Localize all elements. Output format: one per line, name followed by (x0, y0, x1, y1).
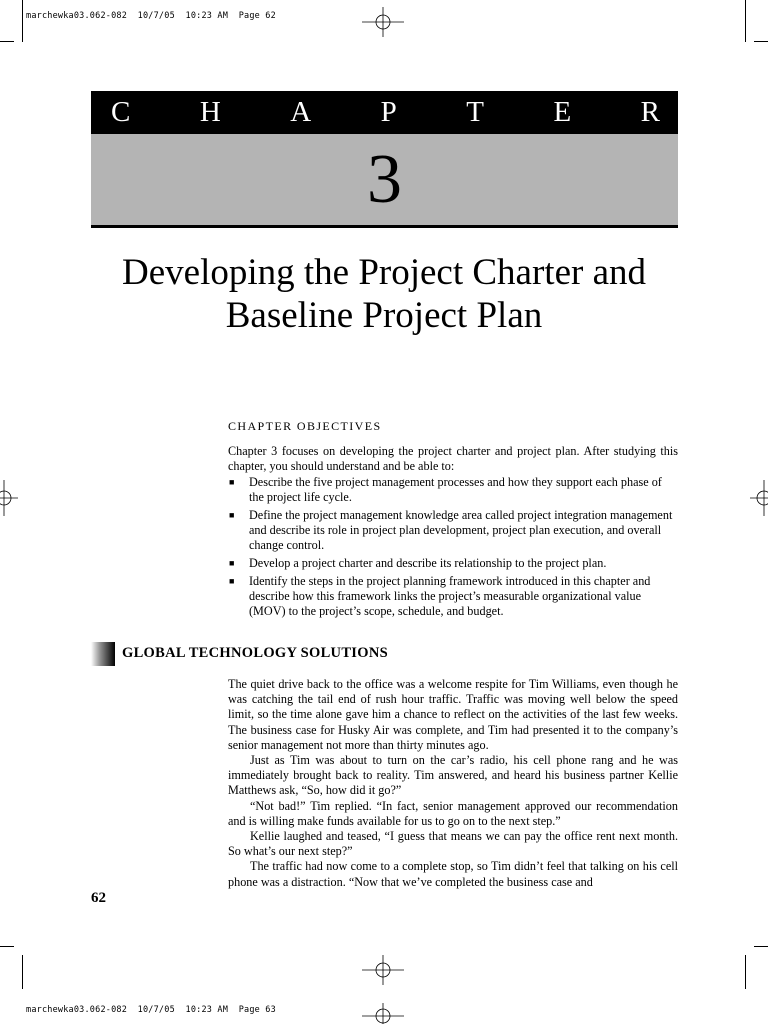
objectives-intro: Chapter 3 focuses on developing the project charter and project plan. After studying this chapter, you should understand and be able to: (228, 444, 678, 474)
chapter-letter: C (111, 96, 131, 128)
paragraph: The traffic had now come to a complete stop, so Tim didn’t feel that talking on his cell phone was a distraction. “Now that we’ve completed the business case and (228, 859, 678, 889)
objectives-list (228, 475, 678, 622)
chapter-number: 3 (367, 140, 402, 218)
paragraph: “Not bad!” Tim replied. “In fact, senior management approved our recommendation and is willing make funds available for us to go on to the next step.” (228, 798, 678, 828)
bullet-square-icon: ■ (229, 509, 235, 520)
bullet-square-icon: ■ (229, 477, 235, 487)
crop-mark (22, 0, 23, 42)
chapter-title-line: Developing the Project Charter and (122, 252, 646, 293)
list-item-text: Define the project management knowledge area called project integration management and describe its role in project plan development, project plan execution, and overall change control. (249, 507, 673, 553)
chapter-letter: H (199, 96, 221, 128)
printer-slug-top: marchewka03.062-082 10/7/05 10:23 AM Page 62 (26, 11, 276, 21)
chapter-title (60, 251, 708, 337)
crop-mark (0, 946, 14, 947)
chapter-banner (91, 91, 678, 134)
crop-mark (745, 0, 746, 42)
registration-mark-bottom-second (362, 1003, 404, 1024)
registration-mark-top (362, 7, 404, 37)
chapter-letter: E (553, 96, 572, 128)
registration-mark-right (750, 480, 768, 516)
section-gradient-icon (91, 642, 115, 666)
chapter-letter: A (290, 96, 312, 128)
chapter-letter: T (466, 96, 484, 128)
registration-mark-left (0, 480, 18, 516)
list-item-text: Develop a project charter and describe its relationship to the project plan. (249, 556, 607, 571)
paragraph: The quiet drive back to the office was a welcome respite for Tim Williams, even though he was catching the tail end of rush hour traffic. Traffic was moving well below the speed limit, so the time alone gave him a chance to reflect on the activities of the last few weeks. The business case for Husky Air was complete, and Tim had presented it to the company’s senior management not more than thirty minutes ago. (228, 677, 678, 752)
paragraph: Just as Tim was about to turn on the car’s radio, his cell phone rang and he was immediately brought back to reality. Tim answered, and heard his business partner Kellie Matthews ask, “So, how did it go?” (228, 753, 678, 798)
section-heading: GLOBAL TECHNOLOGY SOLUTIONS (122, 645, 388, 661)
chapter-title-line: Baseline Project Plan (225, 295, 543, 336)
crop-mark (0, 41, 14, 42)
list-item (228, 475, 678, 505)
registration-mark-bottom (362, 955, 404, 985)
list-item-text: Identify the steps in the project planning framework introduced in this chapter and describe how this framework links the project’s measurable organizational value (MOV) to the project’s scope, schedule, and budget. (249, 573, 651, 619)
section-body (228, 677, 678, 890)
objectives-heading: CHAPTER OBJECTIVES (228, 419, 382, 433)
paragraph: Kellie laughed and teased, “I guess that means we can pay the office rent next month. So what’s our next step?” (228, 829, 678, 859)
list-item (228, 508, 678, 554)
bullet-square-icon: ■ (229, 575, 235, 586)
chapter-number-box (91, 134, 678, 228)
list-item (228, 574, 678, 620)
page-number: 62 (91, 890, 106, 906)
list-item (228, 556, 678, 571)
bullet-square-icon: ■ (229, 558, 235, 569)
list-item-text: Describe the five project management processes and how they support each phase of the project life cycle. (249, 475, 662, 505)
chapter-letter: R (640, 96, 660, 128)
crop-mark (22, 955, 23, 989)
chapter-letter: P (380, 96, 397, 128)
crop-mark (754, 41, 768, 42)
printer-slug-bottom: marchewka03.062-082 10/7/05 10:23 AM Page 63 (26, 1005, 276, 1015)
crop-mark (745, 955, 746, 989)
crop-mark (754, 946, 768, 947)
